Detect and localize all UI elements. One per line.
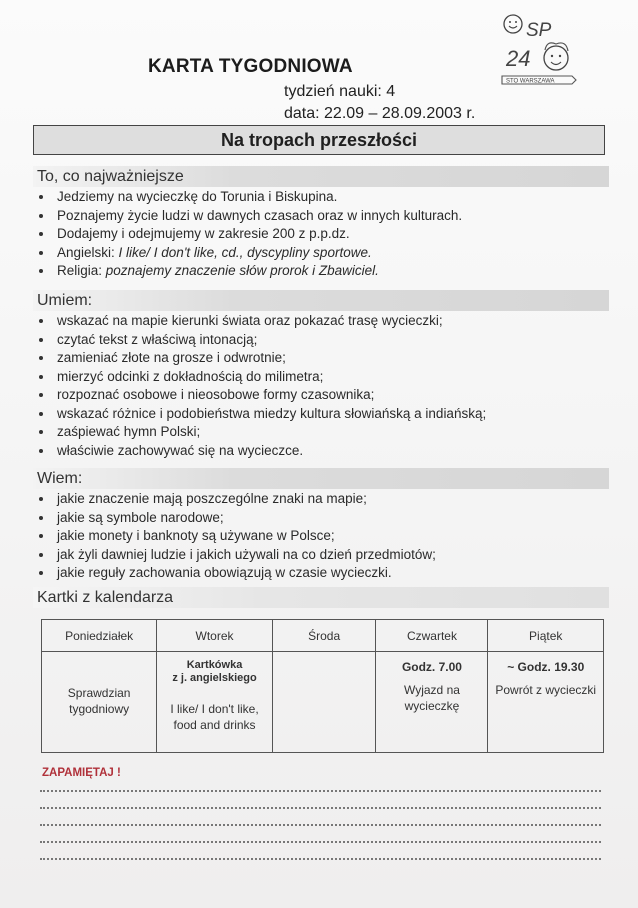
section-heading-calendar: Kartki z kalendarza bbox=[33, 587, 609, 608]
friday-event: Powrót z wycieczki bbox=[495, 683, 597, 697]
list-item: zaśpiewać hymn Polski; bbox=[38, 423, 486, 442]
english-label: Angielski: bbox=[57, 244, 119, 260]
list-item: jakie monety i banknoty są używane w Polsce; bbox=[38, 527, 436, 546]
tuesday-event-topic: I like/ I don't like, food and drinks bbox=[170, 702, 259, 732]
list-item: Jedziemy na wycieczkę do Torunia i Biskupina. bbox=[38, 188, 462, 207]
notes-line bbox=[40, 824, 601, 826]
card-title: KARTA TYGODNIOWA bbox=[148, 56, 353, 77]
friday-time: ~ Godz. 19.30 bbox=[507, 660, 585, 674]
religion-label: Religia: bbox=[57, 263, 106, 278]
tuesday-event-title-2: z j. angielskiego bbox=[172, 672, 257, 684]
section-heading-can-do: Umiem: bbox=[33, 290, 609, 311]
day-wednesday: Środa bbox=[272, 620, 376, 652]
list-item: jakie są symbole narodowe; bbox=[38, 509, 436, 528]
school-logo bbox=[500, 10, 578, 90]
day-monday: Poniedziałek bbox=[42, 620, 157, 652]
svg-text:STO WARSZAWA: STO WARSZAWA bbox=[506, 78, 555, 85]
english-text: I like/ I don't like, cd., dyscypliny sportowe. bbox=[118, 244, 372, 260]
most-important-list bbox=[38, 188, 462, 281]
list-item: wskazać na mapie kierunki świata oraz pokazać trasę wycieczki; bbox=[38, 312, 486, 331]
notes-line bbox=[40, 807, 601, 809]
thursday-cell bbox=[376, 652, 488, 753]
date-range: data: 22.09 – 28.09.2003 r. bbox=[284, 105, 476, 122]
svg-text:SP: SP bbox=[526, 20, 552, 41]
can-do-list bbox=[38, 312, 486, 460]
list-item: wskazać różnice i podobieństwa miedzy kultura słowiańską a indiańską; bbox=[38, 405, 486, 424]
list-item: Poznajemy życie ludzi w dawnych czasach oraz w innych kulturach. bbox=[38, 207, 462, 226]
thursday-time: Godz. 7.00 bbox=[401, 660, 462, 674]
list-item: mierzyć odcinki z dokładnością do milimetra; bbox=[38, 368, 486, 387]
school-week: tydzień nauki: 4 bbox=[284, 83, 396, 100]
section-heading-most-important: To, co najważniejsze bbox=[33, 166, 609, 187]
section-heading-know: Wiem: bbox=[33, 468, 609, 489]
calendar-header-row bbox=[42, 620, 604, 652]
calendar-body-row bbox=[42, 652, 604, 753]
list-item-religion bbox=[38, 262, 462, 281]
list-item: jak żyli dawniej ludzie i jakich używali na co dzień przedmiotów; bbox=[38, 546, 436, 565]
list-item: jakie znaczenie mają poszczególne znaki na mapie; bbox=[38, 490, 436, 509]
list-item: rozpoznać osobowe i nieosobowe formy czasownika; bbox=[38, 386, 486, 405]
list-item-english bbox=[38, 244, 462, 263]
know-list bbox=[38, 490, 436, 583]
svg-text:24: 24 bbox=[506, 46, 531, 71]
monday-event: Sprawdzian tygodniowy bbox=[67, 686, 131, 716]
day-friday: Piątek bbox=[488, 620, 604, 652]
list-item: jakie reguły zachowania obowiązują w czasie wycieczki. bbox=[38, 564, 436, 583]
notes-line bbox=[40, 790, 601, 792]
religion-text: poznajemy znaczenie słów prorok i Zbawiciel. bbox=[105, 263, 379, 278]
day-thursday: Czwartek bbox=[376, 620, 488, 652]
list-item: właściwie zachowywać się na wycieczce. bbox=[38, 442, 486, 461]
friday-cell bbox=[488, 652, 604, 753]
tuesday-cell bbox=[157, 652, 273, 753]
notes-line bbox=[40, 858, 601, 860]
notes-line bbox=[40, 841, 601, 843]
list-item: zamieniać złote na grosze i odwrotnie; bbox=[38, 349, 486, 368]
topic-banner: Na tropach przeszłości bbox=[33, 125, 605, 155]
wednesday-cell bbox=[272, 652, 376, 753]
day-tuesday: Wtorek bbox=[157, 620, 273, 652]
monday-cell bbox=[42, 652, 157, 753]
calendar-table bbox=[41, 619, 604, 753]
remember-label: ZAPAMIĘTAJ ! bbox=[42, 767, 121, 779]
thursday-event: Wyjazd na wycieczkę bbox=[404, 683, 460, 713]
tuesday-event-title-1: Kartkówka bbox=[186, 659, 243, 671]
list-item: Dodajemy i odejmujemy w zakresie 200 z p.p.dz. bbox=[38, 225, 462, 244]
list-item: czytać tekst z właściwą intonacją; bbox=[38, 331, 486, 350]
